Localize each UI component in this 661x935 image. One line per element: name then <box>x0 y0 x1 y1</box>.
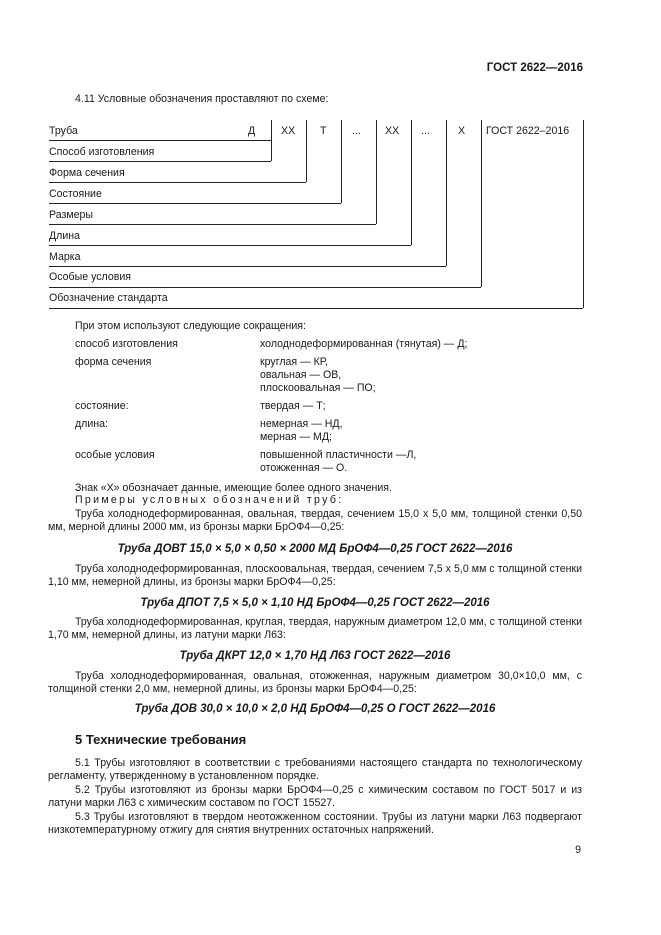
example-text: Труба холоднодеформированная, овальная, отожженная, наружным диаметром 30,0×10,0 мм, с толщиной стенки 2,0 мм, немерной длины, из бронзы марки БрОФ4—0,25: <box>48 670 582 695</box>
document-header: ГОСТ 2622—2016 <box>486 62 583 74</box>
scheme-vline <box>376 120 377 224</box>
scheme-vline <box>306 120 307 182</box>
abbr-value: повышенной пластичности —Л, <box>260 449 417 461</box>
scheme-hline <box>49 182 306 183</box>
scheme-hline <box>49 245 411 246</box>
abbr-value: холоднодеформированная (тянутая) — Д; <box>260 338 468 350</box>
page-number: 9 <box>575 844 581 856</box>
scheme-vline <box>446 120 447 266</box>
section-paragraph: 5.2 Трубы изготовляют из бронзы марки БрОФ4—0,25 с химическим составом по ГОСТ 5017 и из латуни марки Л63 с химическим составом по ГОСТ 15527. <box>48 784 582 809</box>
example-designation: Труба ДОВТ 15,0 × 5,0 × 0,50 × 2000 МД БрОФ4—0,25 ГОСТ 2622—2016 <box>117 543 513 555</box>
scheme-code-section: ХХ <box>281 125 296 137</box>
scheme-code-grade: ... <box>421 125 430 137</box>
scheme-vline <box>271 120 272 161</box>
abbr-value: круглая — КР, <box>260 356 328 368</box>
scheme-code-standard: ГОСТ 2622–2016 <box>486 125 570 137</box>
scheme-vline <box>411 120 412 245</box>
abbr-value: отожженная — О. <box>260 462 348 474</box>
scheme-vline <box>481 120 482 287</box>
abbr-value: мерная — МД; <box>260 431 332 443</box>
scheme-row-label: Способ изготовления <box>49 146 155 158</box>
scheme-code-method: Д <box>248 125 256 137</box>
scheme-code-size: ... <box>352 125 361 137</box>
abbr-value: плоскоовальная — ПО; <box>260 382 376 394</box>
scheme-code-length: ХХ <box>385 125 400 137</box>
scheme-hline <box>49 224 376 225</box>
examples-title: Примеры условных обозначений труб: <box>75 494 344 506</box>
scheme-hline <box>49 161 271 162</box>
abbr-value: овальная — ОВ, <box>260 369 342 381</box>
scheme-code-special: Х <box>458 125 466 137</box>
scheme-row-label: Марка <box>49 251 81 263</box>
abbr-term: длина: <box>75 418 108 430</box>
scheme-hline <box>49 308 583 309</box>
note-x: Знак «Х» обозначает данные, имеющие более одного значения. <box>75 482 392 494</box>
scheme-row-label: Размеры <box>49 209 94 221</box>
scheme-hline <box>49 287 481 288</box>
scheme-row-label: Обозначение стандарта <box>49 292 168 304</box>
abbr-value: твердая — Т; <box>260 400 326 412</box>
scheme-code-state: Т <box>320 125 327 137</box>
section-title: 5 Технические требования <box>75 732 247 747</box>
scheme-hline <box>49 140 271 141</box>
scheme-row-label: Форма сечения <box>49 167 125 179</box>
example-designation: Труба ДОВ 30,0 × 10,0 × 2,0 НД БрОФ4—0,25 О ГОСТ 2622—2016 <box>134 703 496 715</box>
scheme-hline <box>49 266 446 267</box>
example-text: Труба холоднодеформированная, круглая, твердая, наружным диаметром 12,0 мм, с толщиной стенки 1,70 мм, немерной длины, из латуни марки Л63: <box>48 616 582 641</box>
scheme-row-label: Состояние <box>49 188 102 200</box>
section-paragraph: 5.1 Трубы изготовляют в соответствии с требованиями настоящего стандарта по технологическому регламенту, утвержденному в установленном порядке. <box>48 757 582 782</box>
abbr-term: способ изготовления <box>75 338 178 350</box>
abbr-term: особые условия <box>75 449 155 461</box>
scheme-vline <box>341 120 342 203</box>
section-paragraph: 5.3 Трубы изготовляют в твердом неотожженном состоянии. Трубы из латуни марки Л63 подвергают низкотемпературному отжигу для снятия внутренних остаточных напряжений. <box>48 811 582 836</box>
example-text: Труба холоднодеформированная, овальная, твердая, сечением 15,0 х 5,0 мм, толщиной стенки 0,50 мм, мерной длины 2000 мм, из бронзы марки БрОФ4—0,25: <box>48 508 582 533</box>
example-text: Труба холоднодеформированная, плоскоовальная, твердая, сечением 7,5 х 5,0 мм с толщиной стенки 1,10 мм, немерной длины, из бронзы марки БрОФ4—0,25: <box>48 563 582 588</box>
scheme-label-pipe: Труба <box>49 125 78 137</box>
scheme-row-label: Длина <box>49 230 81 242</box>
example-designation: Труба ДПОТ 7,5 × 5,0 × 1,10 НД БрОФ4—0,25 ГОСТ 2622—2016 <box>140 597 490 609</box>
clause-intro: 4.11 Условные обозначения проставляют по схеме: <box>75 93 329 105</box>
abbr-term: форма сечения <box>75 356 152 368</box>
scheme-hline <box>49 203 341 204</box>
scheme-vline <box>583 120 584 308</box>
example-designation: Труба ДКРТ 12,0 × 1,70 НД Л63 ГОСТ 2622—2016 <box>179 650 451 662</box>
abbr-intro: При этом используют следующие сокращения: <box>75 320 306 332</box>
scheme-row-label: Особые условия <box>49 271 132 283</box>
abbr-value: немерная — НД, <box>260 418 343 430</box>
abbr-term: состояние: <box>75 400 129 412</box>
